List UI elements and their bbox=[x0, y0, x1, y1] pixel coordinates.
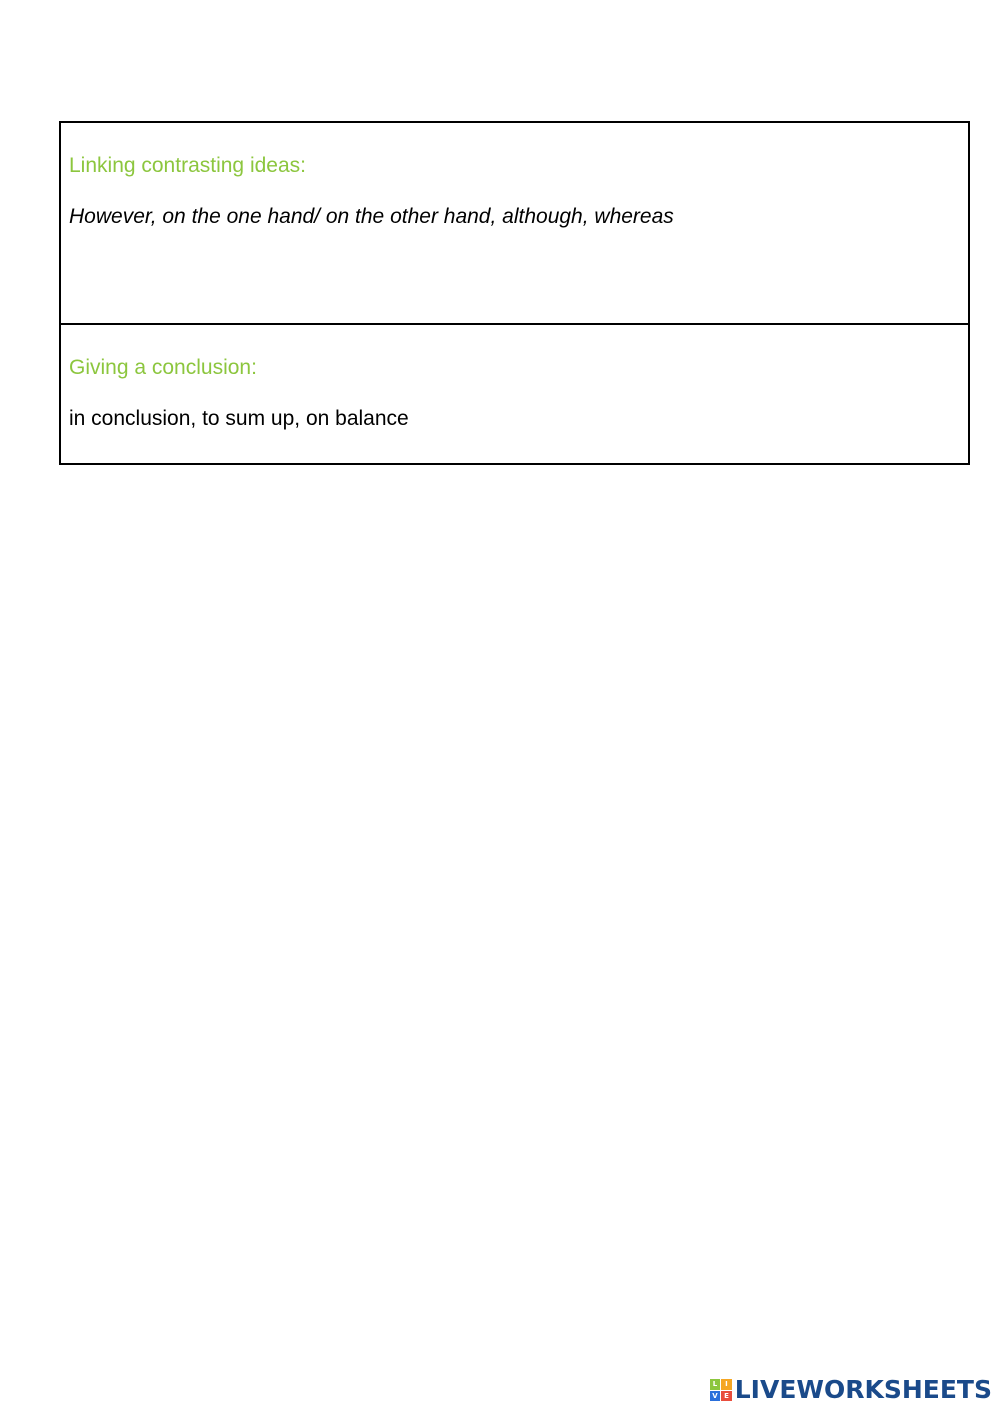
logo-mark-letter: L bbox=[710, 1379, 721, 1390]
logo-mark-letter: I bbox=[721, 1379, 732, 1390]
section-phrases: in conclusion, to sum up, on balance bbox=[69, 407, 409, 430]
table-row bbox=[60, 324, 969, 464]
section-heading: Linking contrasting ideas: bbox=[69, 154, 306, 177]
liveworksheets-logo bbox=[710, 1375, 992, 1405]
logo-mark-icon bbox=[710, 1379, 732, 1401]
logo-mark-letter: E bbox=[721, 1391, 732, 1402]
table-cell-contrasting bbox=[60, 122, 969, 324]
table-cell-conclusion bbox=[60, 324, 969, 464]
table-row bbox=[60, 122, 969, 324]
logo-text: LIVEWORKSHEETS bbox=[734, 1375, 992, 1404]
section-heading: Giving a conclusion: bbox=[69, 356, 257, 379]
section-phrases: However, on the one hand/ on the other hand, although, whereas bbox=[69, 205, 674, 228]
logo-mark-letter: V bbox=[710, 1391, 721, 1402]
vocabulary-table bbox=[59, 121, 970, 465]
